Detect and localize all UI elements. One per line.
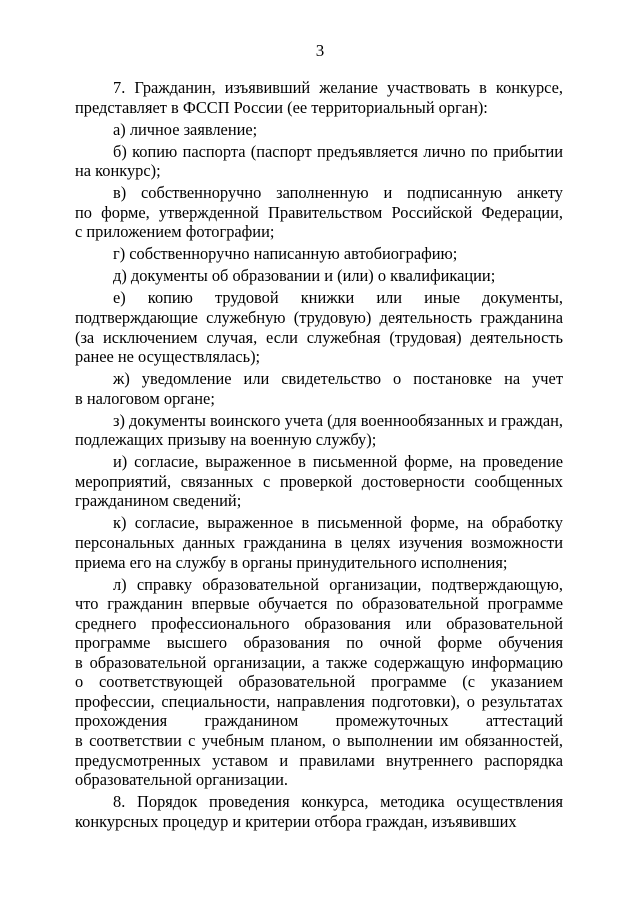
paragraph bbox=[75, 183, 563, 242]
text-line: ранее не осуществлялась); bbox=[75, 347, 261, 367]
text-line: на конкурс); bbox=[75, 161, 161, 181]
text-line: персональных данных гражданина в целях изучения возможности bbox=[75, 533, 563, 553]
text-line: л) справку образовательной организации, подтверждающую, bbox=[113, 574, 563, 594]
text-line: по форме, утвержденной Правительством Российской Федерации, bbox=[75, 202, 563, 222]
paragraph bbox=[75, 142, 563, 181]
text-line: гражданином сведений; bbox=[75, 491, 242, 511]
paragraph bbox=[75, 369, 563, 408]
text-line: б) копию паспорта (паспорт предъявляется лично по прибытии bbox=[113, 141, 563, 161]
paragraph bbox=[75, 575, 563, 790]
text-line: з) документы воинского учета (для военнообязанных и граждан, bbox=[113, 410, 563, 430]
page-number: 3 bbox=[315, 41, 325, 60]
text-line: приема его на службу в органы принудительного исполнения; bbox=[75, 552, 508, 572]
text-line: а) личное заявление; bbox=[113, 119, 258, 139]
text-line: что гражданин впервые обучается по образовательной программе bbox=[75, 594, 563, 614]
paragraph bbox=[75, 411, 563, 450]
text-line: 8. Порядок проведения конкурса, методика осуществления bbox=[113, 792, 563, 812]
text-line: к) согласие, выраженное в письменной форме, на обработку bbox=[113, 513, 563, 533]
text-line: ж) уведомление или свидетельство о постановке на учет bbox=[113, 369, 563, 389]
text-line: программе высшего образования по очной форме обучения bbox=[75, 633, 563, 653]
paragraph bbox=[75, 288, 563, 366]
text-line: е) копию трудовой книжки или иные документы, bbox=[113, 288, 563, 308]
text-line: д) документы об образовании и (или) о квалификации; bbox=[113, 266, 496, 286]
text-line: о соответствующей образовательной программе (с указанием bbox=[75, 672, 563, 692]
text-line: и) согласие, выраженное в письменной форме, на проведение bbox=[113, 452, 563, 472]
paragraph bbox=[75, 513, 563, 572]
document-body bbox=[75, 78, 563, 831]
paragraph bbox=[75, 244, 563, 264]
text-line: г) собственноручно написанную автобиографию; bbox=[113, 244, 458, 264]
text-line: образовательной организации. bbox=[75, 770, 288, 790]
text-line: профессии, специальности, направления подготовки), о результатах bbox=[75, 691, 563, 711]
text-line: в образовательной организации, а также содержащую информацию bbox=[75, 652, 563, 672]
paragraph bbox=[75, 78, 563, 117]
text-line: с приложением фотографии; bbox=[75, 222, 275, 242]
text-line: предусмотренных уставом и правилами внутреннего распорядка bbox=[75, 750, 563, 770]
text-line: подтверждающие служебную (трудовую) деятельность гражданина bbox=[75, 308, 563, 328]
text-line: мероприятий, связанных с проверкой достоверности сообщенных bbox=[75, 471, 563, 491]
text-line: конкурсных процедур и критерии отбора граждан, изъявивших bbox=[75, 811, 517, 831]
text-line: прохождения гражданином промежуточных аттестаций bbox=[75, 711, 563, 731]
text-line: в соответствии с учебным планом, о выполнении им обязанностей, bbox=[75, 731, 563, 750]
paragraph bbox=[75, 120, 563, 140]
text-line: 7. Гражданин, изъявивший желание участвовать в конкурсе, bbox=[113, 78, 563, 97]
text-line: среднего профессионального образования или образовательной bbox=[75, 613, 563, 633]
text-line: (за исключением случая, если служебная (трудовая) деятельность bbox=[75, 327, 563, 347]
text-line: в) собственноручно заполненную и подписанную анкету bbox=[113, 183, 563, 203]
text-line: подлежащих призыву на военную службу); bbox=[75, 430, 377, 450]
paragraph bbox=[75, 792, 563, 831]
paragraph bbox=[75, 452, 563, 511]
text-line: в налоговом органе; bbox=[75, 388, 215, 408]
text-line: представляет в ФССП России (ее территориальный орган): bbox=[75, 97, 488, 117]
paragraph bbox=[75, 266, 563, 286]
